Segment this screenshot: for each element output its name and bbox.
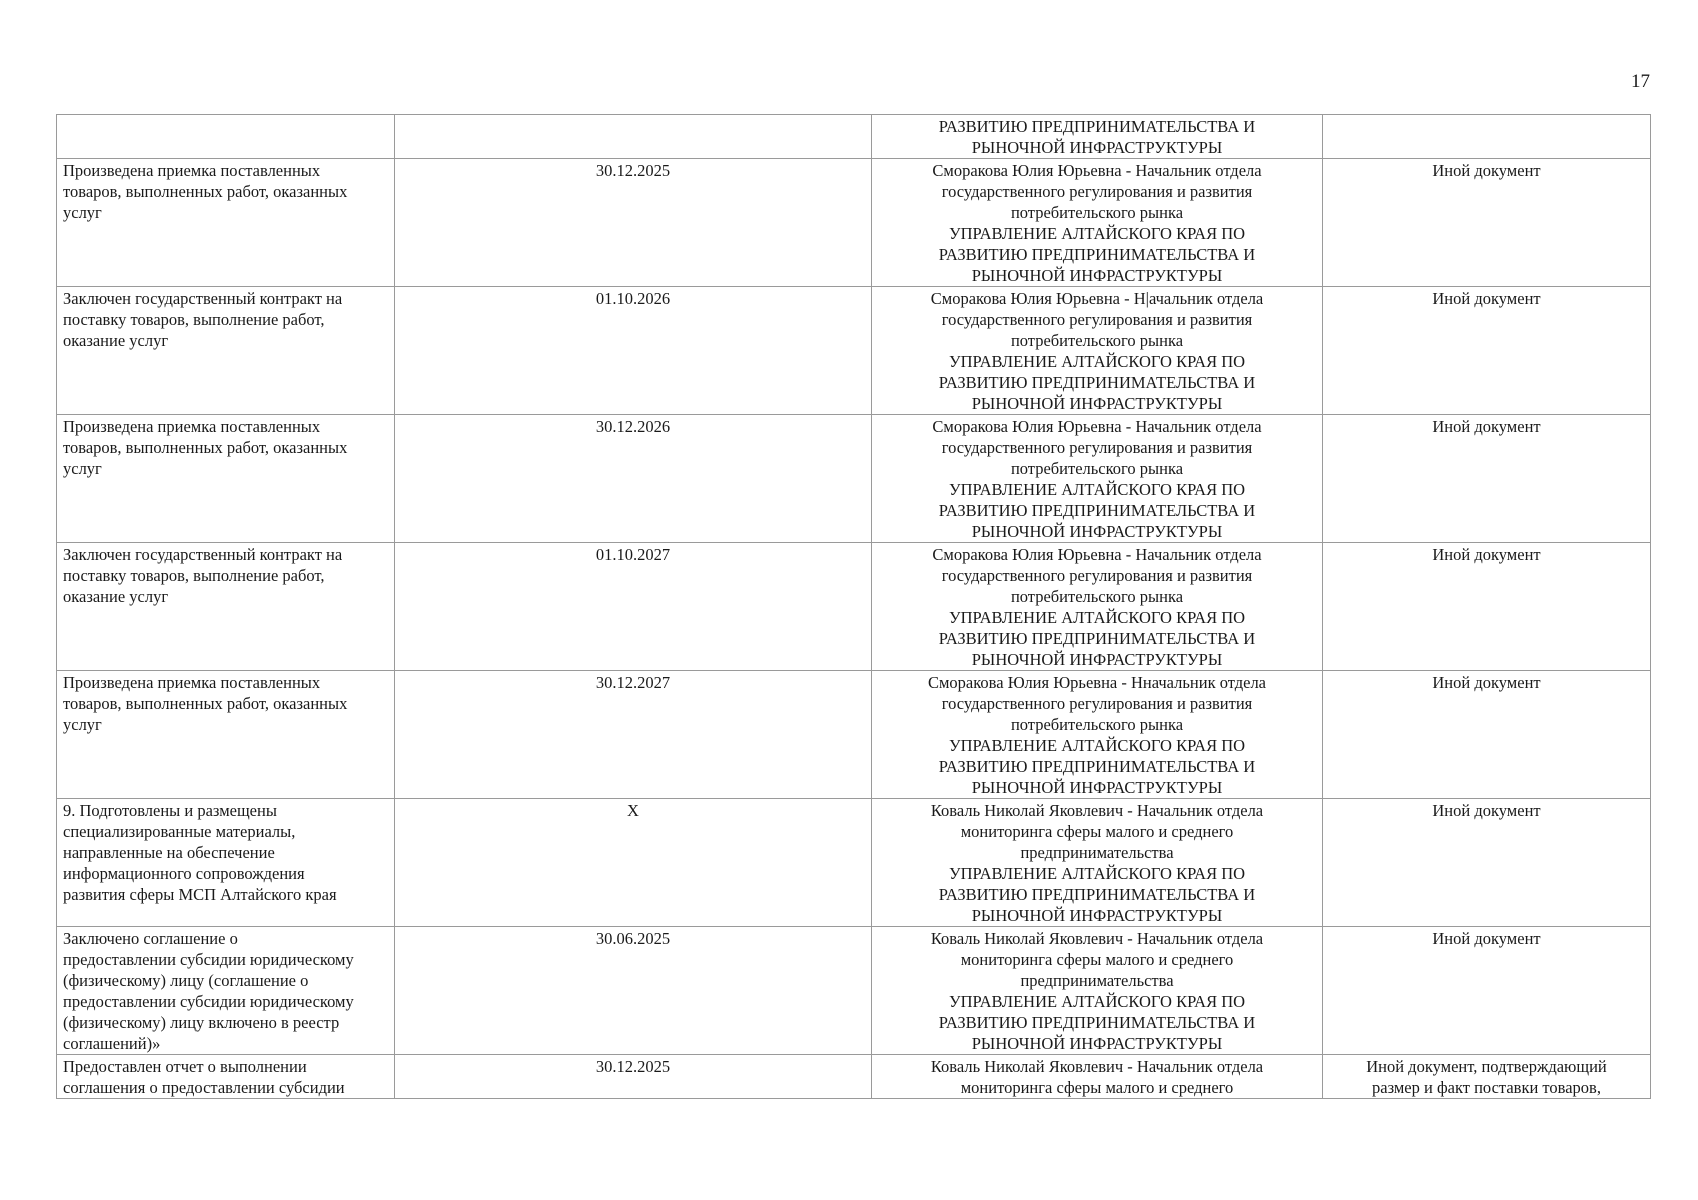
document-cell bbox=[1323, 927, 1651, 1055]
event-line: товаров, выполненных работ, оказанных bbox=[63, 694, 348, 713]
event-line: предоставлении субсидии юридическому bbox=[63, 950, 354, 969]
responsible-line: РАЗВИТИЮ ПРЕДПРИНИМАТЕЛЬСТВА И bbox=[938, 501, 1256, 520]
event-line: (физическому) лицу (соглашение о bbox=[63, 971, 309, 990]
responsible-cell bbox=[872, 1055, 1323, 1099]
document-cell bbox=[1323, 115, 1651, 159]
date-cell: 30.12.2026 bbox=[395, 415, 872, 543]
responsible-cell bbox=[872, 159, 1323, 287]
responsible-cell bbox=[872, 287, 1323, 415]
table-row bbox=[57, 115, 1651, 159]
responsible-cell bbox=[872, 799, 1323, 927]
event-line: оказание услуг bbox=[63, 587, 169, 606]
responsible-line: РАЗВИТИЮ ПРЕДПРИНИМАТЕЛЬСТВА И bbox=[938, 757, 1256, 776]
responsible-line: РЫНОЧНОЙ ИНФРАСТРУКТУРЫ bbox=[971, 906, 1223, 925]
date-cell: 30.12.2027 bbox=[395, 671, 872, 799]
responsible-line: УПРАВЛЕНИЕ АЛТАЙСКОГО КРАЯ ПО bbox=[948, 992, 1246, 1011]
event-line: Произведена приемка поставленных bbox=[63, 673, 321, 692]
responsible-line: РАЗВИТИЮ ПРЕДПРИНИМАТЕЛЬСТВА И bbox=[938, 245, 1256, 264]
event-line: специализированные материалы, bbox=[63, 822, 296, 841]
responsible-line: предпринимательства bbox=[1020, 971, 1174, 990]
responsible-line: РАЗВИТИЮ ПРЕДПРИНИМАТЕЛЬСТВА И bbox=[938, 1013, 1256, 1032]
responsible-line: мониторинга сферы малого и среднего bbox=[960, 822, 1234, 841]
responsible-line: Сморакова Юлия Юрьевна - Начальник отдела bbox=[932, 417, 1262, 436]
responsible-line: Сморакова Юлия Юрьевна - Н|ачальник отдела bbox=[930, 289, 1264, 308]
responsible-line: Сморакова Юлия Юрьевна - Нначальник отдела bbox=[927, 673, 1267, 692]
responsible-line: РЫНОЧНОЙ ИНФРАСТРУКТУРЫ bbox=[971, 650, 1223, 669]
page-number: 17 bbox=[1631, 71, 1650, 92]
event-line: 9. Подготовлены и размещены bbox=[63, 801, 277, 820]
responsible-line: Коваль Николай Яковлевич - Начальник отдела bbox=[930, 1057, 1264, 1076]
event-cell bbox=[57, 1055, 395, 1099]
responsible-line: Сморакова Юлия Юрьевна - Начальник отдела bbox=[932, 161, 1262, 180]
event-cell bbox=[57, 799, 395, 927]
event-line: товаров, выполненных работ, оказанных bbox=[63, 182, 348, 201]
document-line: Иной документ, подтверждающий bbox=[1366, 1057, 1607, 1076]
event-line: услуг bbox=[63, 715, 102, 734]
document-line: Иной документ bbox=[1432, 801, 1541, 820]
responsible-line: Коваль Николай Яковлевич - Начальник отдела bbox=[930, 929, 1264, 948]
event-line: Заключено соглашение о bbox=[63, 929, 238, 948]
document-cell bbox=[1323, 159, 1651, 287]
document-line: Иной документ bbox=[1432, 161, 1541, 180]
event-cell bbox=[57, 671, 395, 799]
event-line: информационного сопровождения bbox=[63, 864, 305, 883]
responsible-cell bbox=[872, 415, 1323, 543]
event-cell bbox=[57, 159, 395, 287]
responsible-line: государственного регулирования и развития bbox=[941, 310, 1253, 329]
responsible-line: УПРАВЛЕНИЕ АЛТАЙСКОГО КРАЯ ПО bbox=[948, 736, 1246, 755]
responsible-line: государственного регулирования и развития bbox=[941, 694, 1253, 713]
document-cell bbox=[1323, 671, 1651, 799]
responsible-line: потребительского рынка bbox=[1010, 331, 1184, 350]
event-line: Заключен государственный контракт на bbox=[63, 289, 343, 308]
responsible-line: УПРАВЛЕНИЕ АЛТАЙСКОГО КРАЯ ПО bbox=[948, 864, 1246, 883]
event-line: услуг bbox=[63, 459, 102, 478]
event-cell bbox=[57, 287, 395, 415]
responsible-line: УПРАВЛЕНИЕ АЛТАЙСКОГО КРАЯ ПО bbox=[948, 480, 1246, 499]
event-cell bbox=[57, 927, 395, 1055]
event-line: Произведена приемка поставленных bbox=[63, 161, 321, 180]
table-row bbox=[57, 543, 1651, 671]
date-cell: X bbox=[395, 799, 872, 927]
event-line: оказание услуг bbox=[63, 331, 169, 350]
plan-table bbox=[56, 114, 1651, 1099]
responsible-line: потребительского рынка bbox=[1010, 459, 1184, 478]
event-line: услуг bbox=[63, 203, 102, 222]
document-line: Иной документ bbox=[1432, 289, 1541, 308]
responsible-cell bbox=[872, 671, 1323, 799]
event-cell bbox=[57, 543, 395, 671]
table-row bbox=[57, 415, 1651, 543]
event-line: (физическому) лицу включено в реестр bbox=[63, 1013, 340, 1032]
event-line: направленные на обеспечение bbox=[63, 843, 275, 862]
event-line: соглашения о предоставлении субсидии bbox=[63, 1078, 345, 1097]
document-line: Иной документ bbox=[1432, 929, 1541, 948]
event-line: Заключен государственный контракт на bbox=[63, 545, 343, 564]
event-line: развития сферы МСП Алтайского края bbox=[63, 885, 337, 904]
responsible-line: УПРАВЛЕНИЕ АЛТАЙСКОГО КРАЯ ПО bbox=[948, 352, 1246, 371]
responsible-line: мониторинга сферы малого и среднего bbox=[960, 1078, 1234, 1097]
responsible-line: РЫНОЧНОЙ ИНФРАСТРУКТУРЫ bbox=[971, 778, 1223, 797]
responsible-cell bbox=[872, 927, 1323, 1055]
document-line: Иной документ bbox=[1432, 417, 1541, 436]
responsible-line: РАЗВИТИЮ ПРЕДПРИНИМАТЕЛЬСТВА И bbox=[938, 885, 1256, 904]
date-cell: 30.12.2025 bbox=[395, 1055, 872, 1099]
responsible-line: Коваль Николай Яковлевич - Начальник отдела bbox=[930, 801, 1264, 820]
responsible-line: потребительского рынка bbox=[1010, 203, 1184, 222]
date-cell: 01.10.2026 bbox=[395, 287, 872, 415]
document-line: Иной документ bbox=[1432, 545, 1541, 564]
responsible-cell bbox=[872, 115, 1323, 159]
responsible-line: предпринимательства bbox=[1020, 843, 1174, 862]
responsible-line: РЫНОЧНОЙ ИНФРАСТРУКТУРЫ bbox=[971, 1034, 1223, 1053]
responsible-line: РАЗВИТИЮ ПРЕДПРИНИМАТЕЛЬСТВА И bbox=[938, 117, 1256, 136]
date-cell: 30.06.2025 bbox=[395, 927, 872, 1055]
document-line: размер и факт поставки товаров, bbox=[1372, 1078, 1601, 1097]
date-cell: 01.10.2027 bbox=[395, 543, 872, 671]
responsible-line: РЫНОЧНОЙ ИНФРАСТРУКТУРЫ bbox=[971, 138, 1223, 157]
document-cell bbox=[1323, 287, 1651, 415]
event-cell bbox=[57, 115, 395, 159]
date-cell: 30.12.2025 bbox=[395, 159, 872, 287]
table-row bbox=[57, 159, 1651, 287]
responsible-line: государственного регулирования и развития bbox=[941, 566, 1253, 585]
event-cell bbox=[57, 415, 395, 543]
table-row bbox=[57, 1055, 1651, 1099]
responsible-line: Сморакова Юлия Юрьевна - Начальник отдела bbox=[932, 545, 1262, 564]
event-line: поставку товаров, выполнение работ, bbox=[63, 566, 325, 585]
responsible-line: РАЗВИТИЮ ПРЕДПРИНИМАТЕЛЬСТВА И bbox=[938, 373, 1256, 392]
event-line: поставку товаров, выполнение работ, bbox=[63, 310, 325, 329]
responsible-line: потребительского рынка bbox=[1010, 587, 1184, 606]
table-row bbox=[57, 671, 1651, 799]
responsible-cell bbox=[872, 543, 1323, 671]
responsible-line: РАЗВИТИЮ ПРЕДПРИНИМАТЕЛЬСТВА И bbox=[938, 629, 1256, 648]
document-line: Иной документ bbox=[1432, 673, 1541, 692]
responsible-line: УПРАВЛЕНИЕ АЛТАЙСКОГО КРАЯ ПО bbox=[948, 224, 1246, 243]
date-cell bbox=[395, 115, 872, 159]
responsible-line: государственного регулирования и развития bbox=[941, 438, 1253, 457]
event-line: соглашений)» bbox=[63, 1034, 161, 1053]
responsible-line: РЫНОЧНОЙ ИНФРАСТРУКТУРЫ bbox=[971, 522, 1223, 541]
event-line: товаров, выполненных работ, оказанных bbox=[63, 438, 348, 457]
event-line: Предоставлен отчет о выполнении bbox=[63, 1057, 307, 1076]
responsible-line: РЫНОЧНОЙ ИНФРАСТРУКТУРЫ bbox=[971, 266, 1223, 285]
event-line: Произведена приемка поставленных bbox=[63, 417, 321, 436]
responsible-line: потребительского рынка bbox=[1010, 715, 1184, 734]
document-cell bbox=[1323, 543, 1651, 671]
responsible-line: УПРАВЛЕНИЕ АЛТАЙСКОГО КРАЯ ПО bbox=[948, 608, 1246, 627]
table-row bbox=[57, 799, 1651, 927]
responsible-line: РЫНОЧНОЙ ИНФРАСТРУКТУРЫ bbox=[971, 394, 1223, 413]
document-cell bbox=[1323, 799, 1651, 927]
document-cell bbox=[1323, 1055, 1651, 1099]
table-row bbox=[57, 287, 1651, 415]
responsible-line: государственного регулирования и развития bbox=[941, 182, 1253, 201]
responsible-line: мониторинга сферы малого и среднего bbox=[960, 950, 1234, 969]
event-line: предоставлении субсидии юридическому bbox=[63, 992, 354, 1011]
table-row bbox=[57, 927, 1651, 1055]
document-cell bbox=[1323, 415, 1651, 543]
